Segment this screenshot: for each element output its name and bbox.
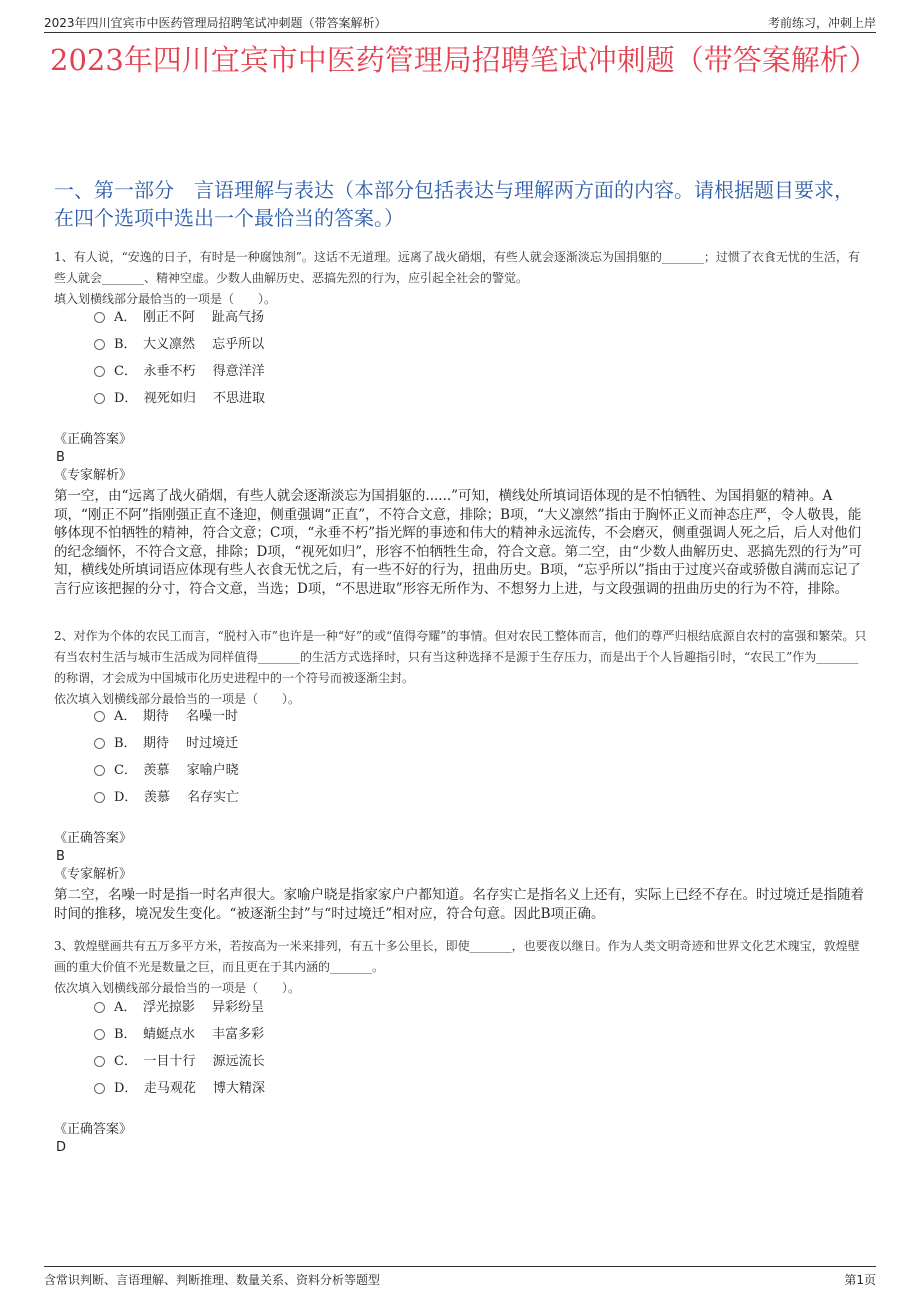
analysis-text-2: 第二空，名噪一时是指一时名声很大。家喻户晓是指家家户户都知道。名存实亡是指名义上还有，实际上已经不存在。时过境迁是指随着时间的推移，境况发生变化。“被逐渐尘封”与“时过境迁”相对应，符合句意。因此B项正确。 [54, 887, 864, 922]
radio-button-icon[interactable] [94, 792, 105, 803]
answer-value: D [56, 1140, 67, 1155]
radio-button-icon[interactable] [94, 1002, 105, 1013]
answer-block-2 [54, 830, 870, 884]
answer-label: 《正确答案》 [54, 1122, 133, 1137]
radio-button-icon[interactable] [94, 339, 105, 350]
answer-value: B [56, 849, 65, 864]
radio-button-icon[interactable] [94, 765, 105, 776]
answer-block-1 [54, 431, 870, 485]
answer-label: 《正确答案》 [54, 432, 133, 447]
radio-button-icon[interactable] [94, 366, 105, 377]
radio-button-icon[interactable] [94, 1056, 105, 1067]
section-heading: 一、第一部分 言语理解与表达（本部分包括表达与理解两方面的内容。请根据题目要求，在四个选项中选出一个最恰当的答案。） [54, 178, 854, 230]
radio-button-icon[interactable] [94, 1029, 105, 1040]
header-document-title: 2023年四川宜宾市中医药管理局招聘笔试冲刺题（带答案解析） [44, 16, 387, 30]
question-prompt: 填入划横线部分最恰当的一项是（ ）。 [54, 292, 277, 306]
footer-description: 含常识判断、言语理解、判断推理、数量关系、资料分析等题型 [44, 1273, 381, 1287]
answer-block-3 [54, 1121, 870, 1157]
radio-button-icon[interactable] [94, 393, 105, 404]
question-stem: 1、有人说，“安逸的日子，有时是一种腐蚀剂”。这话不无道理。远离了战火硝烟，有些人就会逐渐淡忘为国捐躯的_______；过惯了衣食无忧的生活，有些人就会_______、精神空虚。少数人曲解历史、恶搞先烈的行为，应引起全社会的警觉。 [54, 250, 860, 285]
radio-button-icon[interactable] [94, 1083, 105, 1094]
question-prompt: 依次填入划横线部分最恰当的一项是（ ）。 [54, 981, 301, 995]
question-2 [54, 626, 870, 710]
document-title: 2023年四川宜宾市中医药管理局招聘笔试冲刺题（带答案解析） [50, 43, 878, 77]
question-stem: 2、对作为个体的农民工而言，“脱村入市”也许是一种“好”的或“值得夸耀”的事情。但对农民工整体而言，他们的尊严归根结底源自农村的富强和繁荣。只有当农村生活与城市生活成为同样值得_______的生活方式选择时，只有当这种选择不是源于生存压力，而是出于个人旨趣指引时，“农民工”作为_______的称谓，才会成为中国城市化历史进程中的一个符号而被逐渐尘封。 [54, 629, 867, 685]
radio-button-icon[interactable] [94, 711, 105, 722]
question-stem: 3、敦煌壁画共有五万多平方米，若按高为一米来排列，有五十多公里长，即使_______，也要夜以继日。作为人类文明奇迹和世界文化艺术瑰宝，敦煌壁画的重大价值不光是数量之巨，而且更在于其内涵的_______。 [54, 939, 860, 974]
question-1 [54, 247, 870, 310]
header-slogan: 考前练习，冲刺上岸 [767, 16, 876, 30]
page-header [44, 12, 876, 33]
radio-button-icon[interactable] [94, 312, 105, 323]
question-3 [54, 936, 870, 999]
question-prompt: 依次填入划横线部分最恰当的一项是（ ）。 [54, 692, 301, 706]
analysis-text-1: 第一空，由“远离了战火硝烟，有些人就会逐渐淡忘为国捐躯的......”可知，横线处所填词语体现的是不怕牺牲、为国捐躯的精神。A项，“刚正不阿”指刚强正直不逢迎，侧重强调“正直”，不符合文意，排除；B项，“大义凛然”指由于胸怀正义而神态庄严，令人敬畏，能够体现不怕牺牲的精神，符合文意；C项，“永垂不朽”指光辉的事迹和伟大的精神永远流传，不会磨灭，侧重强调人死之后，后人对他们的纪念缅怀，不符合文意，排除；D项，“视死如归”，形容不怕牺牲生命，符合文意。第二空，由“少数人曲解历史、恶搞先烈的行为”可知，横线处所填词语应体现有些人衣食无忧之后，有一些不好的行为，扭曲历史。B项，“忘乎所以”指由于过度兴奋或骄傲自满而忘记了言行应该把握的分寸，符合文意，当选；D项，“不思进取”形容无所作为、不想努力上进，与文段强调的扭曲历史的行为不符，排除。 [54, 488, 862, 597]
analysis-label: 《专家解析》 [54, 468, 133, 483]
radio-button-icon[interactable] [94, 738, 105, 749]
answer-value: B [56, 450, 65, 465]
analysis-label: 《专家解析》 [54, 867, 133, 882]
answer-label: 《正确答案》 [54, 831, 133, 846]
page-footer [44, 1266, 876, 1287]
page-number: 第1页 [844, 1273, 876, 1287]
